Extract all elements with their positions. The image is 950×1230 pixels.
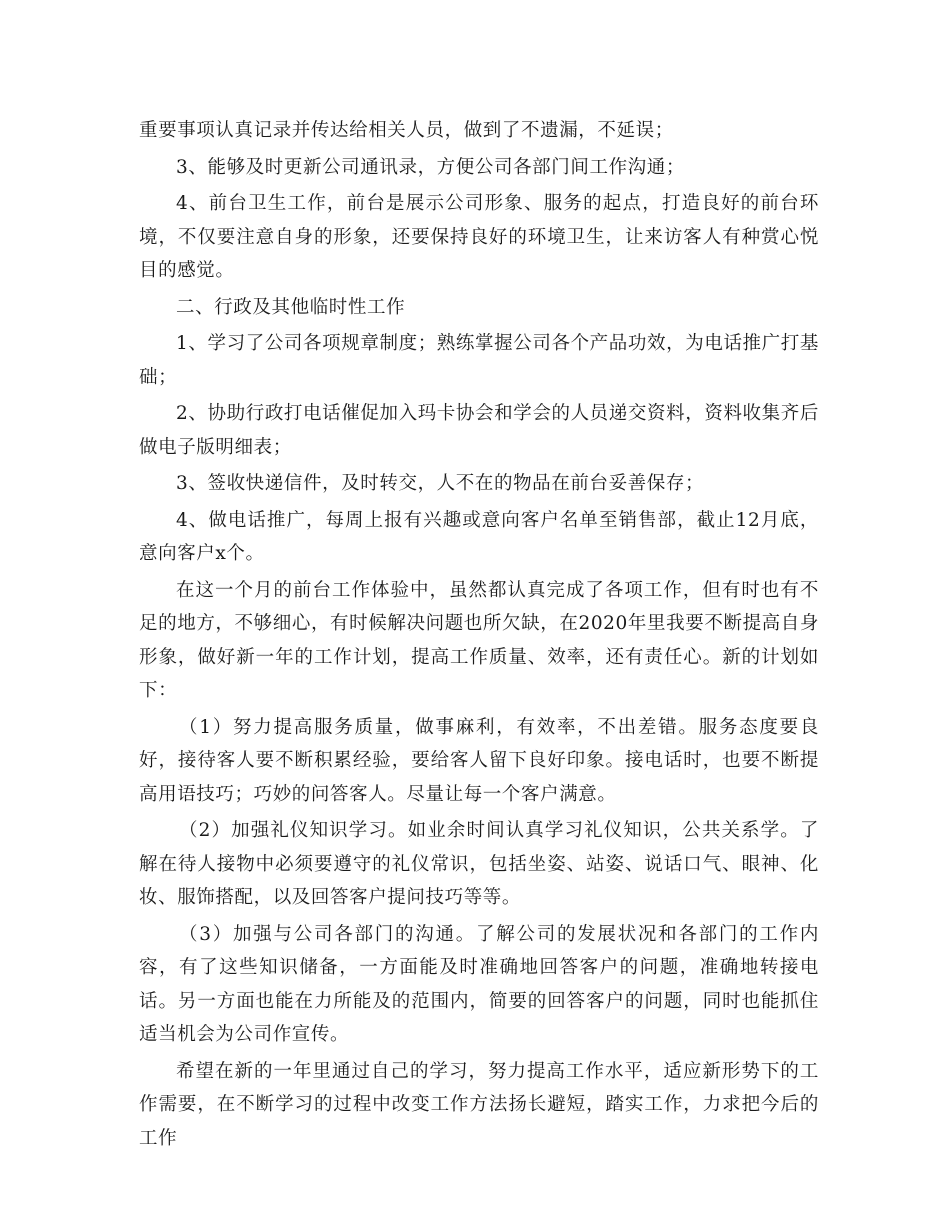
paragraph-2: 3、能够及时更新公司通讯录，方便公司各部门间工作沟通；: [176, 156, 685, 178]
paragraph-3: 4、前台卫生工作，前台是展示公司形象、服务的起点，打造良好的前台环境，不仅要注意自身的形象，还要保持良好的环境卫生，让来访客人有种赏心悦目的感觉。: [139, 193, 819, 281]
paragraph-5: 1、学习了公司各项规章制度；熟练掌握公司各个产品功效，为电话推广打基础；: [139, 333, 819, 388]
paragraph-7: 3、签收快递信件，及时转交，人不在的物品在前台妥善保存；: [176, 473, 705, 494]
paragraph-1: 重要事项认真记录并传达给相关人员，做到了不遗漏，不延误；: [139, 120, 674, 141]
plan-item-3: （3）加强与公司各部门的沟通。了解公司的发展状况和各部门的工作内容，有了这些知识储备，一方面能及时准确地回答客户的问题，准确地转接电话。另一方面也能在力所能及的范围内，简要的回答客户的问题，同时也能抓住适当机会为公司作宣传。: [139, 923, 819, 1045]
paragraph-9: 在这一个月的前台工作体验中，虽然都认真完成了各项工作，但有时也有不足的地方，不够细心，有时候解决问题也所欠缺，在2020年里我要不断提高自身形象，做好新一年的工作计划，提高工作质量、效率，还有责任心。新的计划如下：: [139, 579, 819, 701]
closing-paragraph: 希望在新的一年里通过自己的学习，努力提高工作水平，适应新形势下的工作需要，在不断学习的过程中改变工作方法扬长避短，踏实工作，力求把今后的工作: [139, 1060, 819, 1149]
plan-item-2: （2）加强礼仪知识学习。如业余时间认真学习礼仪知识，公共关系学。了解在待人接物中必须要遵守的礼仪常识，包括坐姿、站姿、说话口气、眼神、化妆、服饰搭配，以及回答客户提问技巧等等。: [139, 820, 819, 908]
paragraph-8: 4、做电话推广，每周上报有兴趣或意向客户名单至销售部，截止12月底，意向客户x个。: [139, 509, 819, 564]
document-body: [139, 114, 819, 1155]
plan-item-1: （1）努力提高服务质量，做事麻利，有效率，不出差错。服务态度要良好，接待客人要不断积累经验，要给客人留下良好印象。接电话时，也要不断提高用语技巧；巧妙的问答客人。尽量让每一个客户满意。: [139, 716, 819, 805]
section-heading: 二、行政及其他临时性工作: [176, 296, 406, 318]
paragraph-6: 2、协助行政打电话催促加入玛卡协会和学会的人员递交资料，资料收集齐后做电子版明细表；: [139, 403, 819, 458]
